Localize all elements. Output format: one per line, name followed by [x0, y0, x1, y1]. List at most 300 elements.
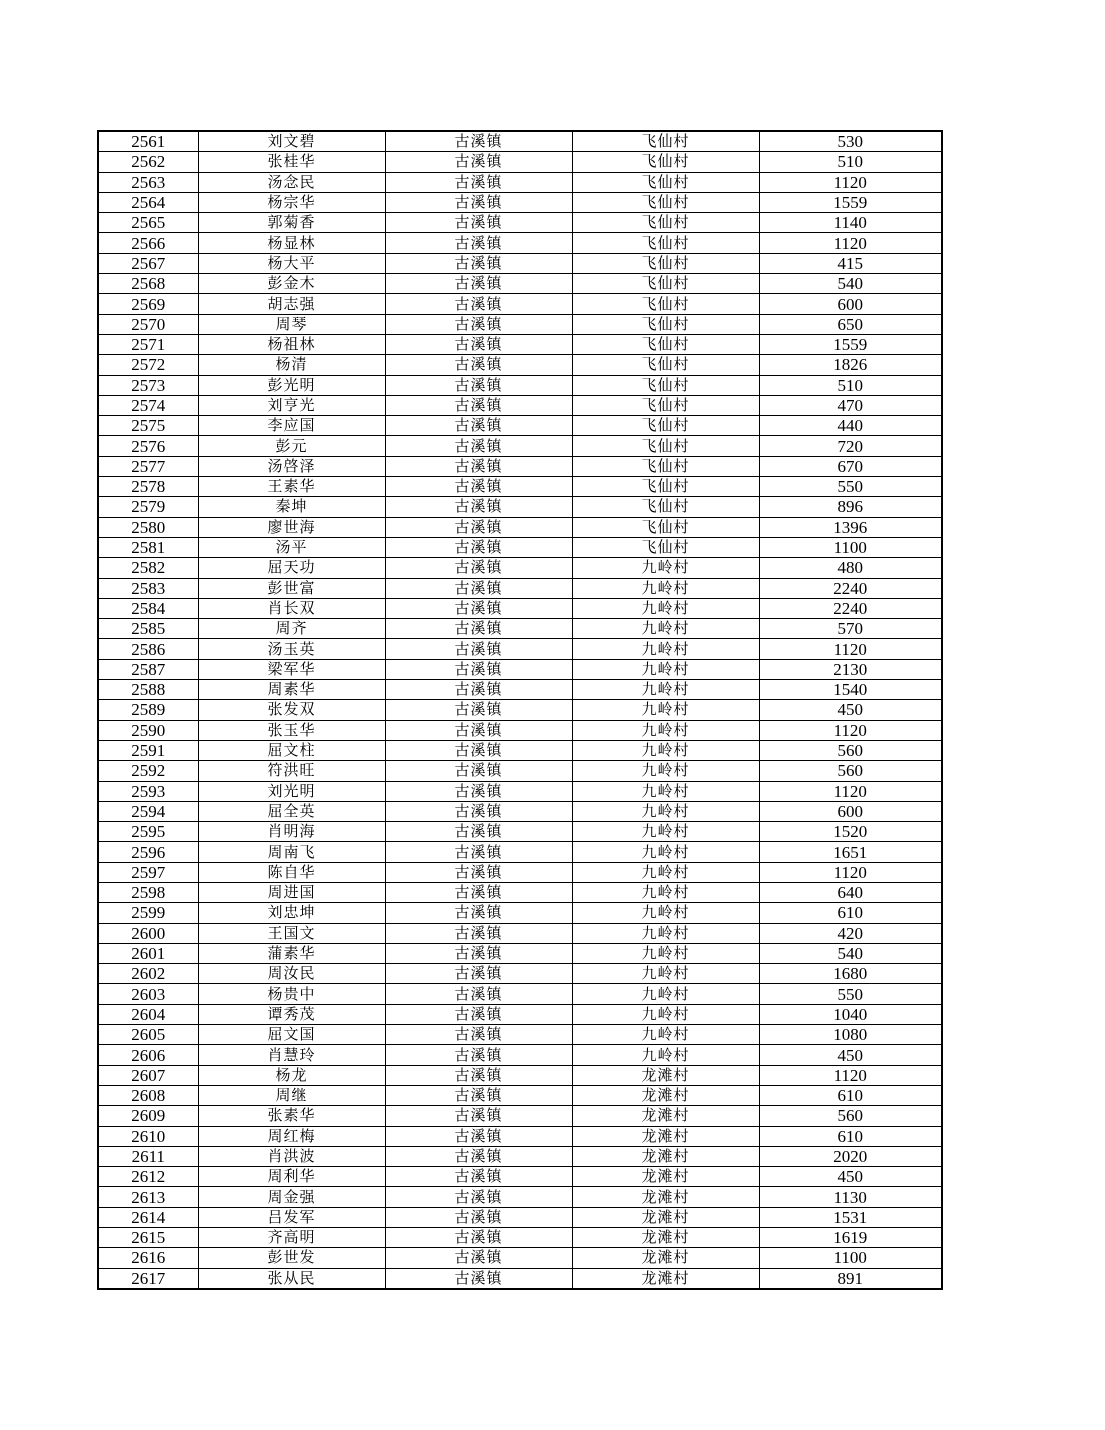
- name-cell: 周继: [198, 1085, 385, 1105]
- table-row: [98, 781, 942, 801]
- amount-cell: 470: [759, 395, 942, 415]
- amount-cell: 480: [759, 558, 942, 578]
- row-number-cell: 2587: [98, 659, 198, 679]
- amount-cell: 610: [759, 903, 942, 923]
- name-cell: 张桂华: [198, 152, 385, 172]
- town-cell: 古溪镇: [385, 903, 572, 923]
- table-row: [98, 558, 942, 578]
- town-cell: 古溪镇: [385, 923, 572, 943]
- town-cell: 古溪镇: [385, 1268, 572, 1289]
- town-cell: 古溪镇: [385, 1025, 572, 1045]
- town-cell: 古溪镇: [385, 497, 572, 517]
- amount-cell: 550: [759, 477, 942, 497]
- village-cell: 九岭村: [572, 659, 759, 679]
- village-cell: 龙滩村: [572, 1085, 759, 1105]
- village-cell: 飞仙村: [572, 233, 759, 253]
- town-cell: 古溪镇: [385, 1106, 572, 1126]
- name-cell: 汤平: [198, 537, 385, 557]
- row-number-cell: 2588: [98, 680, 198, 700]
- name-cell: 肖长双: [198, 598, 385, 618]
- row-number-cell: 2599: [98, 903, 198, 923]
- table-row: [98, 192, 942, 212]
- table-row: [98, 598, 942, 618]
- row-number-cell: 2597: [98, 862, 198, 882]
- name-cell: 彭世发: [198, 1248, 385, 1268]
- village-cell: 九岭村: [572, 761, 759, 781]
- village-cell: 龙滩村: [572, 1065, 759, 1085]
- village-cell: 飞仙村: [572, 416, 759, 436]
- village-cell: 飞仙村: [572, 213, 759, 233]
- table-row: [98, 253, 942, 273]
- town-cell: 古溪镇: [385, 213, 572, 233]
- row-number-cell: 2584: [98, 598, 198, 618]
- amount-cell: 1680: [759, 964, 942, 984]
- table-row: [98, 659, 942, 679]
- amount-cell: 600: [759, 294, 942, 314]
- town-cell: 古溪镇: [385, 1004, 572, 1024]
- amount-cell: 1120: [759, 720, 942, 740]
- town-cell: 古溪镇: [385, 964, 572, 984]
- name-cell: 王素华: [198, 477, 385, 497]
- table-row: [98, 943, 942, 963]
- row-number-cell: 2576: [98, 436, 198, 456]
- village-cell: 飞仙村: [572, 537, 759, 557]
- row-number-cell: 2569: [98, 294, 198, 314]
- town-cell: 古溪镇: [385, 1085, 572, 1105]
- amount-cell: 540: [759, 943, 942, 963]
- village-cell: 九岭村: [572, 619, 759, 639]
- village-cell: 九岭村: [572, 801, 759, 821]
- village-cell: 飞仙村: [572, 314, 759, 334]
- town-cell: 古溪镇: [385, 477, 572, 497]
- row-number-cell: 2568: [98, 274, 198, 294]
- village-cell: 九岭村: [572, 903, 759, 923]
- table-row: [98, 1248, 942, 1268]
- town-cell: 古溪镇: [385, 1045, 572, 1065]
- name-cell: 李应国: [198, 416, 385, 436]
- row-number-cell: 2578: [98, 477, 198, 497]
- row-number-cell: 2598: [98, 882, 198, 902]
- table-row: [98, 882, 942, 902]
- name-cell: 张发双: [198, 700, 385, 720]
- row-number-cell: 2617: [98, 1268, 198, 1289]
- amount-cell: 896: [759, 497, 942, 517]
- village-cell: 飞仙村: [572, 172, 759, 192]
- table-row: [98, 1025, 942, 1045]
- village-cell: 飞仙村: [572, 192, 759, 212]
- amount-cell: 650: [759, 314, 942, 334]
- table-row: [98, 274, 942, 294]
- amount-cell: 2020: [759, 1146, 942, 1166]
- name-cell: 周琴: [198, 314, 385, 334]
- name-cell: 齐高明: [198, 1228, 385, 1248]
- table-row: [98, 375, 942, 395]
- village-cell: 九岭村: [572, 720, 759, 740]
- name-cell: 刘文碧: [198, 131, 385, 152]
- table-row: [98, 436, 942, 456]
- amount-cell: 1120: [759, 639, 942, 659]
- name-cell: 彭元: [198, 436, 385, 456]
- name-cell: 周金强: [198, 1187, 385, 1207]
- name-cell: 王国文: [198, 923, 385, 943]
- village-cell: 龙滩村: [572, 1106, 759, 1126]
- name-cell: 周红梅: [198, 1126, 385, 1146]
- village-cell: 飞仙村: [572, 436, 759, 456]
- name-cell: 彭世富: [198, 578, 385, 598]
- amount-cell: 1826: [759, 355, 942, 375]
- name-cell: 张素华: [198, 1106, 385, 1126]
- village-cell: 九岭村: [572, 740, 759, 760]
- table-row: [98, 1146, 942, 1166]
- table-row: [98, 700, 942, 720]
- town-cell: 古溪镇: [385, 943, 572, 963]
- table-row: [98, 1106, 942, 1126]
- row-number-cell: 2580: [98, 517, 198, 537]
- name-cell: 梁军华: [198, 659, 385, 679]
- village-cell: 飞仙村: [572, 253, 759, 273]
- village-cell: 飞仙村: [572, 395, 759, 415]
- table-row: [98, 497, 942, 517]
- amount-cell: 720: [759, 436, 942, 456]
- town-cell: 古溪镇: [385, 152, 572, 172]
- name-cell: 杨贵中: [198, 984, 385, 1004]
- amount-cell: 610: [759, 1126, 942, 1146]
- amount-cell: 560: [759, 740, 942, 760]
- row-number-cell: 2590: [98, 720, 198, 740]
- row-number-cell: 2605: [98, 1025, 198, 1045]
- town-cell: 古溪镇: [385, 172, 572, 192]
- name-cell: 周南飞: [198, 842, 385, 862]
- name-cell: 秦坤: [198, 497, 385, 517]
- name-cell: 郭菊香: [198, 213, 385, 233]
- table-row: [98, 334, 942, 354]
- amount-cell: 1120: [759, 862, 942, 882]
- name-cell: 汤念民: [198, 172, 385, 192]
- town-cell: 古溪镇: [385, 578, 572, 598]
- town-cell: 古溪镇: [385, 680, 572, 700]
- town-cell: 古溪镇: [385, 395, 572, 415]
- amount-cell: 560: [759, 761, 942, 781]
- name-cell: 蒲素华: [198, 943, 385, 963]
- amount-cell: 891: [759, 1268, 942, 1289]
- town-cell: 古溪镇: [385, 233, 572, 253]
- town-cell: 古溪镇: [385, 416, 572, 436]
- table-row: [98, 862, 942, 882]
- amount-cell: 1559: [759, 334, 942, 354]
- name-cell: 周进国: [198, 882, 385, 902]
- amount-cell: 1100: [759, 537, 942, 557]
- village-cell: 飞仙村: [572, 294, 759, 314]
- table-row: [98, 720, 942, 740]
- row-number-cell: 2602: [98, 964, 198, 984]
- table-row: [98, 395, 942, 415]
- village-cell: 飞仙村: [572, 375, 759, 395]
- name-cell: 彭光明: [198, 375, 385, 395]
- town-cell: 古溪镇: [385, 984, 572, 1004]
- table-row: [98, 172, 942, 192]
- village-cell: 龙滩村: [572, 1268, 759, 1289]
- village-cell: 飞仙村: [572, 456, 759, 476]
- row-number-cell: 2591: [98, 740, 198, 760]
- name-cell: 杨大平: [198, 253, 385, 273]
- row-number-cell: 2601: [98, 943, 198, 963]
- village-cell: 龙滩村: [572, 1167, 759, 1187]
- amount-cell: 450: [759, 1167, 942, 1187]
- town-cell: 古溪镇: [385, 700, 572, 720]
- village-cell: 飞仙村: [572, 334, 759, 354]
- village-cell: 九岭村: [572, 1045, 759, 1065]
- name-cell: 陈自华: [198, 862, 385, 882]
- village-cell: 飞仙村: [572, 497, 759, 517]
- village-cell: 飞仙村: [572, 517, 759, 537]
- town-cell: 古溪镇: [385, 1065, 572, 1085]
- row-number-cell: 2611: [98, 1146, 198, 1166]
- table-row: [98, 822, 942, 842]
- name-cell: 杨龙: [198, 1065, 385, 1085]
- name-cell: 廖世海: [198, 517, 385, 537]
- village-cell: 飞仙村: [572, 152, 759, 172]
- amount-cell: 540: [759, 274, 942, 294]
- amount-cell: 415: [759, 253, 942, 273]
- town-cell: 古溪镇: [385, 294, 572, 314]
- table-row: [98, 761, 942, 781]
- town-cell: 古溪镇: [385, 375, 572, 395]
- town-cell: 古溪镇: [385, 456, 572, 476]
- amount-cell: 1100: [759, 1248, 942, 1268]
- table-body: [98, 131, 942, 1289]
- row-number-cell: 2563: [98, 172, 198, 192]
- town-cell: 古溪镇: [385, 639, 572, 659]
- town-cell: 古溪镇: [385, 1207, 572, 1227]
- row-number-cell: 2567: [98, 253, 198, 273]
- amount-cell: 1140: [759, 213, 942, 233]
- name-cell: 胡志强: [198, 294, 385, 314]
- table-row: [98, 416, 942, 436]
- table-row: [98, 314, 942, 334]
- town-cell: 古溪镇: [385, 659, 572, 679]
- row-number-cell: 2582: [98, 558, 198, 578]
- name-cell: 汤玉英: [198, 639, 385, 659]
- row-number-cell: 2589: [98, 700, 198, 720]
- village-cell: 九岭村: [572, 943, 759, 963]
- row-number-cell: 2594: [98, 801, 198, 821]
- row-number-cell: 2613: [98, 1187, 198, 1207]
- name-cell: 屈文国: [198, 1025, 385, 1045]
- row-number-cell: 2574: [98, 395, 198, 415]
- table-row: [98, 639, 942, 659]
- row-number-cell: 2607: [98, 1065, 198, 1085]
- village-cell: 九岭村: [572, 700, 759, 720]
- village-cell: 九岭村: [572, 862, 759, 882]
- name-cell: 屈文柱: [198, 740, 385, 760]
- amount-cell: 1651: [759, 842, 942, 862]
- row-number-cell: 2575: [98, 416, 198, 436]
- village-cell: 龙滩村: [572, 1228, 759, 1248]
- name-cell: 吕发军: [198, 1207, 385, 1227]
- table-row: [98, 842, 942, 862]
- table-row: [98, 537, 942, 557]
- row-number-cell: 2592: [98, 761, 198, 781]
- town-cell: 古溪镇: [385, 517, 572, 537]
- village-cell: 九岭村: [572, 558, 759, 578]
- amount-cell: 1531: [759, 1207, 942, 1227]
- amount-cell: 1080: [759, 1025, 942, 1045]
- row-number-cell: 2604: [98, 1004, 198, 1024]
- table-row: [98, 294, 942, 314]
- town-cell: 古溪镇: [385, 1187, 572, 1207]
- town-cell: 古溪镇: [385, 1167, 572, 1187]
- town-cell: 古溪镇: [385, 740, 572, 760]
- name-cell: 肖明海: [198, 822, 385, 842]
- name-cell: 张从民: [198, 1268, 385, 1289]
- table-row: [98, 923, 942, 943]
- town-cell: 古溪镇: [385, 1228, 572, 1248]
- amount-cell: 610: [759, 1085, 942, 1105]
- town-cell: 古溪镇: [385, 822, 572, 842]
- name-cell: 屈全英: [198, 801, 385, 821]
- table-row: [98, 801, 942, 821]
- town-cell: 古溪镇: [385, 598, 572, 618]
- table-row: [98, 1085, 942, 1105]
- table-row: [98, 456, 942, 476]
- table-row: [98, 1126, 942, 1146]
- row-number-cell: 2562: [98, 152, 198, 172]
- town-cell: 古溪镇: [385, 619, 572, 639]
- row-number-cell: 2610: [98, 1126, 198, 1146]
- table-row: [98, 984, 942, 1004]
- amount-cell: 670: [759, 456, 942, 476]
- name-cell: 周齐: [198, 619, 385, 639]
- village-cell: 九岭村: [572, 964, 759, 984]
- amount-cell: 450: [759, 1045, 942, 1065]
- row-number-cell: 2583: [98, 578, 198, 598]
- amount-cell: 1520: [759, 822, 942, 842]
- table-row: [98, 1228, 942, 1248]
- row-number-cell: 2603: [98, 984, 198, 1004]
- row-number-cell: 2596: [98, 842, 198, 862]
- village-cell: 飞仙村: [572, 274, 759, 294]
- name-cell: 张玉华: [198, 720, 385, 740]
- town-cell: 古溪镇: [385, 355, 572, 375]
- town-cell: 古溪镇: [385, 436, 572, 456]
- amount-cell: 1130: [759, 1187, 942, 1207]
- table-row: [98, 517, 942, 537]
- amount-cell: 640: [759, 882, 942, 902]
- amount-cell: 510: [759, 375, 942, 395]
- row-number-cell: 2600: [98, 923, 198, 943]
- table-row: [98, 131, 942, 152]
- table-row: [98, 233, 942, 253]
- village-cell: 龙滩村: [572, 1187, 759, 1207]
- row-number-cell: 2565: [98, 213, 198, 233]
- row-number-cell: 2570: [98, 314, 198, 334]
- table-row: [98, 355, 942, 375]
- town-cell: 古溪镇: [385, 1126, 572, 1146]
- name-cell: 刘光明: [198, 781, 385, 801]
- village-cell: 飞仙村: [572, 477, 759, 497]
- amount-cell: 570: [759, 619, 942, 639]
- name-cell: 刘忠坤: [198, 903, 385, 923]
- town-cell: 古溪镇: [385, 862, 572, 882]
- table-row: [98, 680, 942, 700]
- amount-cell: 560: [759, 1106, 942, 1126]
- town-cell: 古溪镇: [385, 274, 572, 294]
- row-number-cell: 2564: [98, 192, 198, 212]
- amount-cell: 440: [759, 416, 942, 436]
- town-cell: 古溪镇: [385, 558, 572, 578]
- name-cell: 屈天功: [198, 558, 385, 578]
- amount-cell: 550: [759, 984, 942, 1004]
- row-number-cell: 2561: [98, 131, 198, 152]
- row-number-cell: 2566: [98, 233, 198, 253]
- name-cell: 汤啓泽: [198, 456, 385, 476]
- village-cell: 龙滩村: [572, 1248, 759, 1268]
- name-cell: 杨清: [198, 355, 385, 375]
- name-cell: 刘亨光: [198, 395, 385, 415]
- village-cell: 九岭村: [572, 1004, 759, 1024]
- village-cell: 九岭村: [572, 822, 759, 842]
- amount-cell: 1120: [759, 233, 942, 253]
- row-number-cell: 2579: [98, 497, 198, 517]
- amount-cell: 1120: [759, 781, 942, 801]
- row-number-cell: 2609: [98, 1106, 198, 1126]
- town-cell: 古溪镇: [385, 131, 572, 152]
- row-number-cell: 2614: [98, 1207, 198, 1227]
- town-cell: 古溪镇: [385, 314, 572, 334]
- table-row: [98, 1004, 942, 1024]
- town-cell: 古溪镇: [385, 842, 572, 862]
- town-cell: 古溪镇: [385, 781, 572, 801]
- table-row: [98, 1065, 942, 1085]
- table-row: [98, 964, 942, 984]
- town-cell: 古溪镇: [385, 253, 572, 273]
- row-number-cell: 2577: [98, 456, 198, 476]
- table-row: [98, 1167, 942, 1187]
- name-cell: 肖慧玲: [198, 1045, 385, 1065]
- amount-cell: 1559: [759, 192, 942, 212]
- table-row: [98, 152, 942, 172]
- amount-cell: 1540: [759, 680, 942, 700]
- row-number-cell: 2571: [98, 334, 198, 354]
- village-cell: 飞仙村: [572, 131, 759, 152]
- village-cell: 九岭村: [572, 578, 759, 598]
- village-cell: 龙滩村: [572, 1146, 759, 1166]
- table-row: [98, 1268, 942, 1289]
- amount-cell: 2240: [759, 598, 942, 618]
- table-row: [98, 578, 942, 598]
- village-cell: 九岭村: [572, 1025, 759, 1045]
- row-number-cell: 2586: [98, 639, 198, 659]
- row-number-cell: 2608: [98, 1085, 198, 1105]
- row-number-cell: 2595: [98, 822, 198, 842]
- name-cell: 彭金木: [198, 274, 385, 294]
- name-cell: 肖洪波: [198, 1146, 385, 1166]
- town-cell: 古溪镇: [385, 761, 572, 781]
- data-table: [97, 130, 943, 1290]
- name-cell: 周汝民: [198, 964, 385, 984]
- amount-cell: 2240: [759, 578, 942, 598]
- row-number-cell: 2606: [98, 1045, 198, 1065]
- amount-cell: 510: [759, 152, 942, 172]
- village-cell: 龙滩村: [572, 1126, 759, 1146]
- name-cell: 周素华: [198, 680, 385, 700]
- village-cell: 九岭村: [572, 984, 759, 1004]
- village-cell: 九岭村: [572, 680, 759, 700]
- village-cell: 九岭村: [572, 598, 759, 618]
- row-number-cell: 2612: [98, 1167, 198, 1187]
- row-number-cell: 2615: [98, 1228, 198, 1248]
- table-row: [98, 619, 942, 639]
